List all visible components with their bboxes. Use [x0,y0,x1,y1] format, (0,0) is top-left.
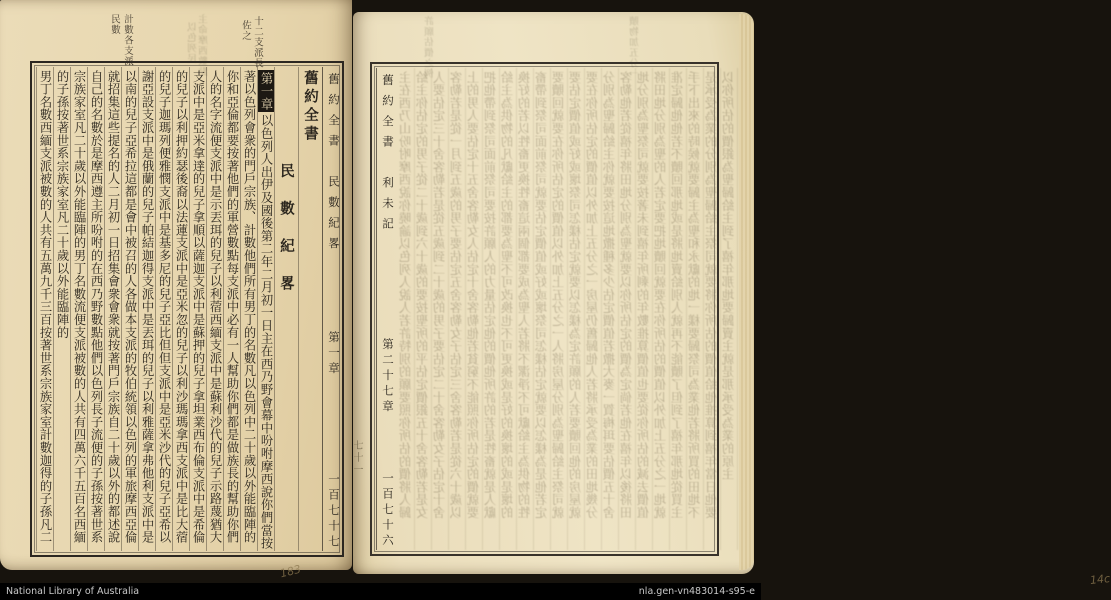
running-chapter: 第一章 [327,331,341,378]
pencil-mark-right: 14c [1089,571,1111,588]
margin-note-tribal-chiefs-2: 佐之 [240,20,251,41]
text-column: 宗族家室凡二十歲以外能臨陣的男丁名數流便支派被數的人共有四萬六千五百名西緬 [70,67,87,551]
left-page [0,0,352,581]
text-column: 是承受為業的分別為聖歸給主祭司就要將你所估的價值給他推算到禧年當日他要 [704,68,721,550]
left-page-frame [30,61,344,557]
text-column: 的子孫按著世系宗族家室凡二十歲以外能臨陣的 [53,67,70,551]
text-column: 畜帶到祭司面前祭司就要估定價值或好或壞祭司怎樣估定就要以怎樣為是他若定 [534,68,551,550]
text-column: 把他帶到祭司面前祭司要按許願人的力量估定他的價他所許的若是牲畜就是人獻 [483,68,500,550]
text-column: 手下出來的時候就要歸主為聖和永獻的地一樣要歸祭司為業他若將所買的田地不 [687,68,704,550]
text-column: 就招集這些提名的人二月初一日招集會衆會衆就按著門戶宗族自二十歲以外的都述說 [104,67,121,551]
text-column: 人的名字流便支派中是示丟珥的兒子以利蓿西緬支派中是蘇利沙代的兒子示路蔑猶大 [206,67,223,551]
text-column: 以你所估的價銀為聖歸給主到了禧年那地要歸賣主就是那承受為業的原主 [721,68,738,550]
text-column: 將田地分別為聖的人若定要把地贖回就要在你所估的價值以外加上五分之一地就 [653,68,670,550]
text-column: 自己的名數於是摩西遵主所吩咐的在西乃野數點他們以色列長子流便的子孫按著世系 [87,67,104,551]
text-column: 地分別為聖祭司就要按著未到禧年所剩的年數推算價值也要從你所估的減去價值 [636,68,653,550]
chapter-heading-box: 第一章 [259,72,273,111]
text-column: 要贖回就要在你所估定的價值以外加上五分之一人將房屋分別為聖歸給主祭司就 [551,68,568,550]
left-page-text [36,67,322,551]
margin-note-count-tribes-2: 民數 [109,14,120,35]
text-column: 給主你估定的男子從二十歲到六十歲的要按聖所的平估定價銀五十舍客勒若是女 [415,68,432,550]
right-page [353,12,1111,588]
text-column: 上的男人要估定十五舍客勒女人估定十舍客勒他若貧窮不能照你所估定的價就要 [466,68,483,550]
text-column: 要在你所估定的價值以外加上五分之一房屋仍舊歸他人若將承受為業的田地幾分 [585,68,602,550]
right-page-showthrough-text [398,68,738,550]
page-number: 一百七十七 [327,473,341,551]
running-title: 舊約全書 民數紀畧 [327,73,341,258]
text-column: 主在西乃山吩咐摩西說你曉諭以色列人說人若許特別的願要照你所估的價將人歸 [398,68,415,550]
text-column: 客勒他若從禧年將田地分別為聖就要以你所估定的價為定倘若他在禧年以後將田 [619,68,636,550]
text-column: 你和亞倫都要按著他們的軍營數點每支派中必有一人幫助你們都是做族長的幫助你們 [223,67,240,551]
text-column: 支派中是亞米拿達的兒子拿順以薩迦支派中是蘇押的兒子拿坦業西布倫支派中是希倫 [189,67,206,551]
right-running-title-strip [376,68,398,550]
text-column: 准定歸他他若不贖回那地或是將地賣給別人就再不能贖了但到了禧年那地從買主 [670,68,687,550]
text-column: 換好的若以牲畜更換牲畜這兩個都要成為聖人若將不潔淨不可獻給主為供物的牲 [517,68,534,550]
left-running-title-strip [322,67,344,551]
running-chapter: 第二十七章 [381,338,395,416]
library-name: National Library of Australia [6,586,140,597]
right-page-frame [370,62,736,556]
text-column: 給主為供物的凡獻給主的都要為聖不可改換也不可更換或是好的換壞的或是壞的 [500,68,517,550]
showthrough-top-note-2-icon: 贖物加五分一 [630,16,641,79]
text-column: 謝亞設支派中是俄蘭的兒子帕結迦得支派中是丟珥的兒子以利雅薩拿弗他利支派中是 [138,67,155,551]
showthrough-top-note-icon: 許願估價之例 [425,16,436,79]
text-column: 的兒子迦瑪列便雅憫支派中是基多尼的兒子亞比但但支派中是亞米沙代的兒子亞希以 [155,67,172,551]
pencil-mark-left: 183 [278,562,303,581]
running-title: 舊約全書 利未記 [381,74,395,238]
showthrough-note-2-icon: 以色列民 [188,22,199,64]
margin-note-tribal-chiefs: 十二支派長 [252,16,263,69]
text-column: 舊約全書 [298,67,322,551]
showthrough-note-icon: 主命摩西數點 [199,14,210,77]
text-column: 要估定價值或好或壞祭司怎樣估定就要以怎樣為定許願的人若要贖回他的房屋就 [568,68,585,550]
text-column: 著以色列會衆的門戶宗族、計數他們所有男丁的名數凡以色列中二十歲以外能臨陣的 [240,67,257,551]
text-column: 男丁名數西緬支派被數的人共有五萬九千三百按著世系宗族家室計數迦得的子孫凡二 [36,67,53,551]
text-column: 客勒若是從一月到五歲的男子要估定五舍客勒女子估定三舍客勒若是從六十歲以 [449,68,466,550]
text-column: 的兒子以利押約瑟後裔以法蓮支派中是亞米忽的兒子以利沙瑪瑪拿西支派中是比大蓿 [172,67,189,551]
page-fore-edge [739,14,754,570]
text-column: 以南的兒子亞希拉這都是會中被召的人各做本支派的牧伯統領以色列的軍旅摩西亞倫 [121,67,138,551]
catalogue-id: nla.gen-vn483014-s95-e [638,586,755,597]
text-column: 分別為聖歸給主你就要按這地撒種多少估定價值若撒大麥一賀梅珥要估價五十舍 [602,68,619,550]
margin-note-count-tribes: 計數各支派 [122,14,133,67]
text-column: 第一章以色列人出伊及國後第二年二月初一日主在西乃野會幕中吩咐摩西說你們當按 [257,67,274,551]
library-footer-bar [0,583,761,600]
text-column: 民數紀畧 [274,67,298,551]
text-column: 人要估定三十舍客勒若是從五歲到二十歲的男子要估定二十舍客勒女子估定十舍 [432,68,449,550]
page-number: 一百七十六 [381,472,395,550]
gutter-leaf-number: 七十一 [351,440,362,476]
